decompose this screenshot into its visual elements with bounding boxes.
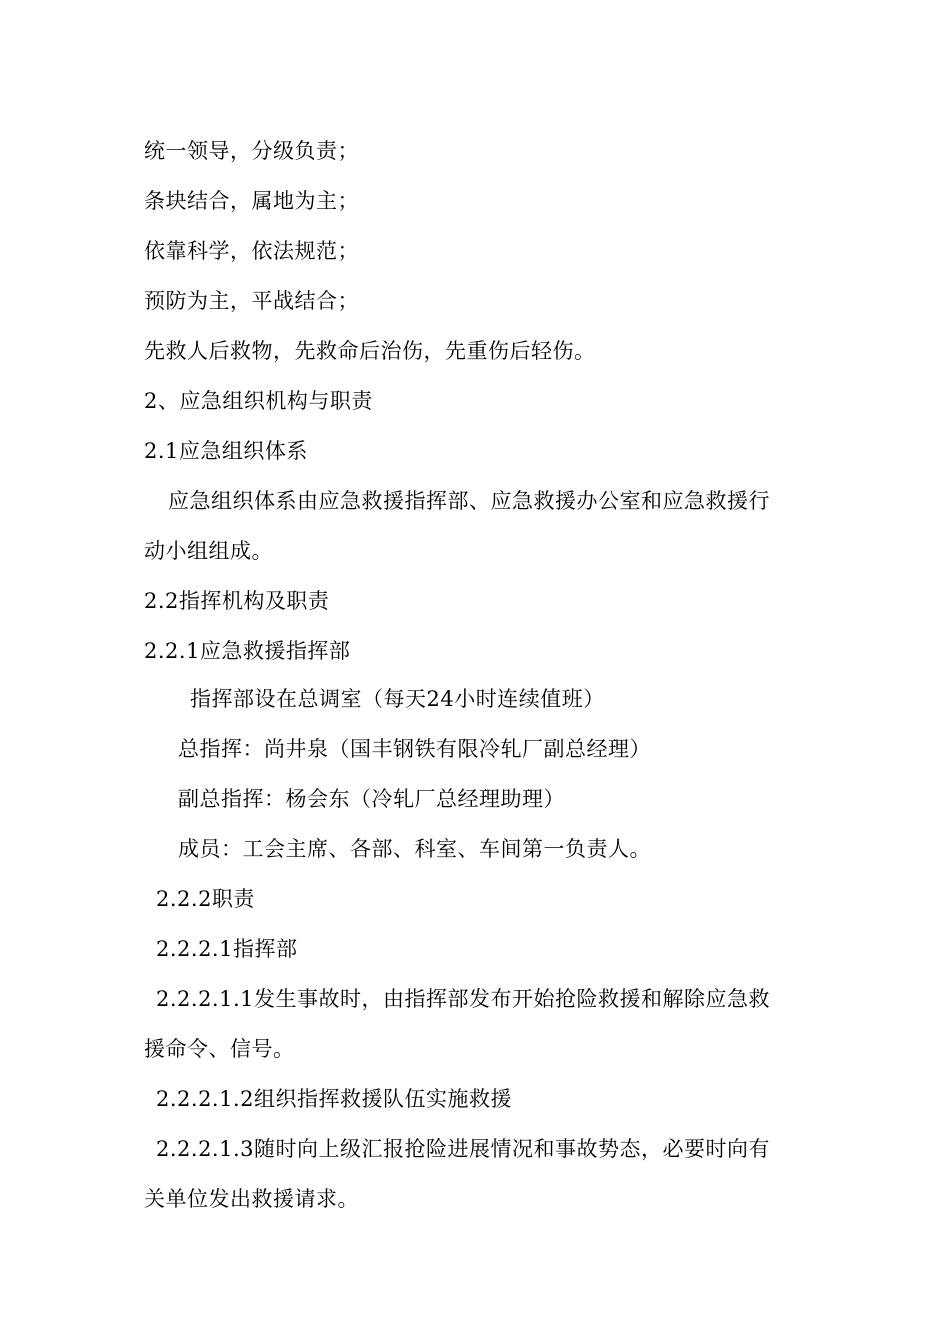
paragraph-line: 2.2.2.1.2组织指挥救援队伍实施救援 [156,1087,513,1111]
paragraph-line: 应急组织体系由应急救援指挥部、应急救援办公室和应急救援行 [168,489,770,513]
principle-line: 条块结合，属地为主； [144,189,359,213]
paragraph-line: 副总指挥：杨会东（冷轧厂总经理助理） [178,787,565,811]
principle-line: 预防为主，平战结合； [144,289,359,313]
paragraph-line: 成员：工会主席、各部、科室、车间第一负责人。 [178,837,651,861]
subsection-heading: 2.2.1应急救援指挥部 [144,639,351,663]
paragraph-line: 总指挥：尚井泉（国丰钢铁有限冷轧厂副总经理） [178,737,651,761]
subsection-heading: 2.2.2职责 [156,887,255,911]
principle-line: 先救人后救物，先救命后治伤，先重伤后轻伤。 [144,339,596,363]
subsection-heading: 2.2指挥机构及职责 [144,589,330,613]
paragraph-line: 2.2.2.1.3随时向上级汇报抢险进展情况和事故势态，必要时向有 [156,1137,771,1161]
principle-line: 依靠科学，依法规范； [144,239,359,263]
subsection-heading: 2.1应急组织体系 [144,439,308,463]
paragraph-line: 关单位发出救援请求。 [144,1187,359,1211]
paragraph-line: 指挥部设在总调室（每天24小时连续值班） [190,687,605,711]
paragraph-line: 动小组组成。 [144,539,273,563]
principle-line: 统一领导，分级负责； [144,139,359,163]
subsection-heading: 2.2.2.1指挥部 [156,937,298,961]
paragraph-line: 援命令、信号。 [144,1037,295,1061]
paragraph-line: 2.2.2.1.1发生事故时，由指挥部发布开始抢险救援和解除应急救 [156,987,771,1011]
section-heading: 2、应急组织机构与职责 [144,389,373,413]
